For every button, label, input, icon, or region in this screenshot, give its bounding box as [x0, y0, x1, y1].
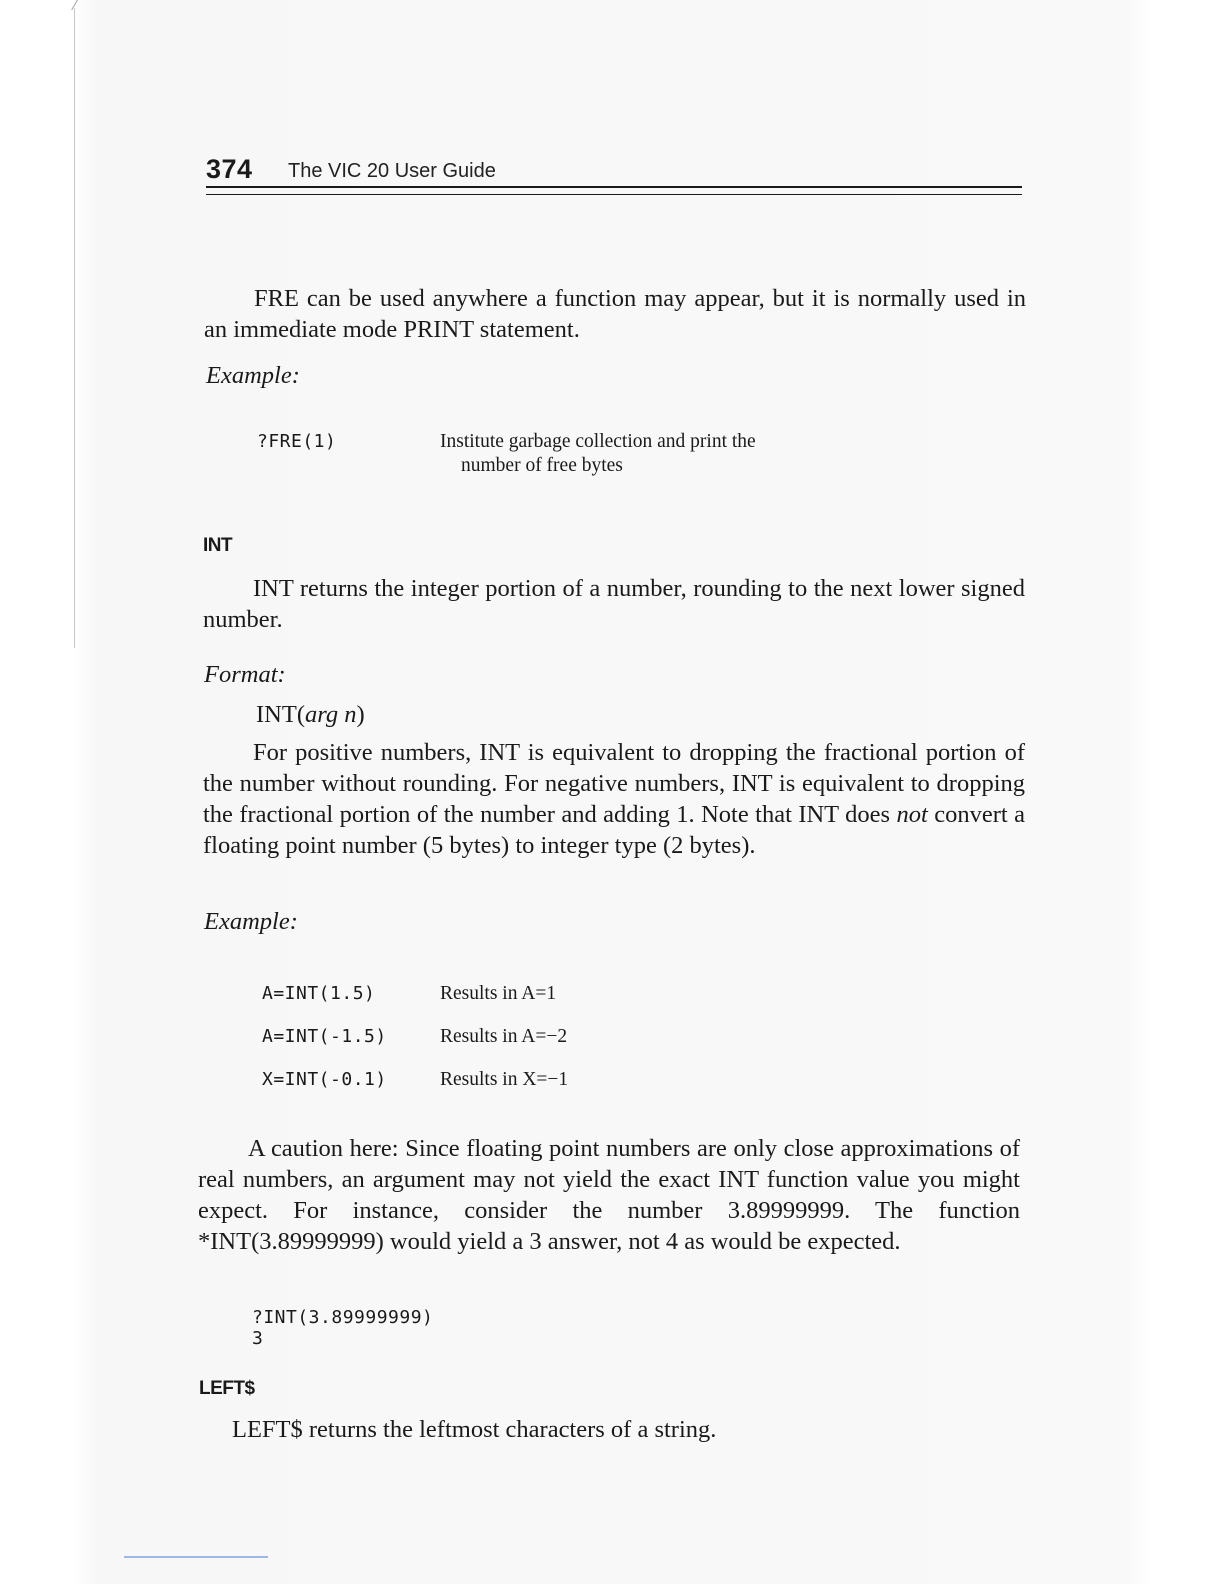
- fre-paragraph: FRE can be used anywhere a function may appear, but it is normally used in an immediate mode PRINT statement.: [204, 285, 1026, 343]
- fre-example-description: [440, 430, 756, 478]
- left-heading: LEFT$: [199, 1378, 255, 1399]
- int-caution-paragraph: A caution here: Since floating point numbers are only close approximations of real numbers, an argument may not yield the exact INT function value you might expect. For instance, consider the number 3.89999999. The function *INT(3.89999999) would yield a 3 answer, not 4 as would be expected.: [198, 1135, 1020, 1255]
- int-heading: INT: [203, 535, 233, 556]
- scan-margin-line: [74, 8, 75, 648]
- int-example-code-2: A=INT(-1.5): [262, 1026, 387, 1047]
- int-format-label: Format:: [204, 661, 286, 688]
- int-example-result-3: Results in X=−1: [440, 1069, 569, 1090]
- int-example-result-1: Results in A=1: [440, 983, 557, 1004]
- int-example-result-2: Results in A=−2: [440, 1026, 568, 1047]
- int-caution-output: 3: [252, 1328, 264, 1349]
- fre-example-desc-line1: Institute garbage collection and print the: [440, 431, 756, 452]
- header-rule-thin: [206, 194, 1022, 195]
- int-format-syntax: INT(arg n): [256, 701, 365, 728]
- fre-example-label: Example:: [206, 362, 300, 389]
- int-example-label: Example:: [204, 908, 298, 935]
- running-title: The VIC 20 User Guide: [288, 160, 496, 182]
- fre-example-desc-line2: number of free bytes: [461, 455, 623, 476]
- int-body-paragraph: For positive numbers, INT is equivalent to dropping the fractional portion of the number without rounding. For negative numbers, INT is equivalent to dropping the fractional portion of the number and adding 1. Note that INT does not convert a floating point number (5 bytes) to integer type (2 bytes).: [203, 739, 1026, 859]
- header-rule-thick: [206, 186, 1022, 188]
- int-example-code-1: A=INT(1.5): [262, 983, 376, 1004]
- footer-line: [124, 1556, 268, 1558]
- left-intro-paragraph: LEFT$ returns the leftmost characters of a string.: [232, 1416, 717, 1443]
- page-number: 374: [206, 154, 253, 184]
- fre-example-code: ?FRE(1): [257, 431, 337, 452]
- int-caution-code: ?INT(3.89999999): [252, 1307, 434, 1328]
- int-intro-paragraph: INT returns the integer portion of a number, rounding to the next lower signed number.: [203, 575, 1025, 633]
- int-example-code-3: X=INT(-0.1): [262, 1069, 387, 1090]
